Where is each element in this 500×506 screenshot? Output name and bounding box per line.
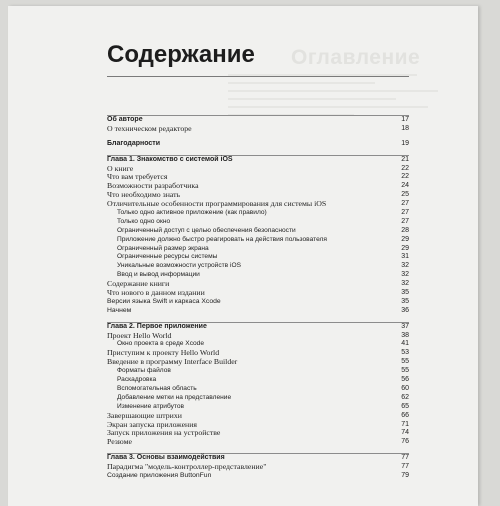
- toc-page-number: 74: [401, 429, 409, 437]
- toc-entry-title: Об авторе: [107, 116, 143, 123]
- toc-part-heading: [107, 140, 409, 149]
- toc-page-number: 31: [401, 253, 409, 261]
- toc-page-number: 32: [401, 280, 409, 288]
- page-title: Содержание: [107, 41, 255, 68]
- toc-entry: [107, 358, 409, 367]
- toc-entry: [107, 385, 409, 394]
- toc-page-number: 77: [401, 454, 409, 462]
- book-page: [8, 6, 478, 506]
- toc-page-number: 55: [401, 367, 409, 375]
- toc-entry: [107, 227, 409, 236]
- toc-entry: [107, 438, 409, 447]
- toc-page-number: 79: [401, 471, 409, 479]
- toc-page-number: 76: [401, 438, 409, 446]
- toc-page-number: 66: [401, 411, 409, 419]
- toc-page-number: 29: [401, 235, 409, 243]
- toc-page-number: 32: [401, 271, 409, 279]
- toc-entry: [107, 289, 409, 298]
- toc-entry-title: Ограниченный размер экрана: [117, 244, 209, 252]
- toc-entry: [107, 307, 409, 316]
- toc-entry-title: Вспомогательная область: [117, 384, 197, 392]
- toc-entry-title: Уникальные возможности устройств iOS: [117, 262, 241, 270]
- toc-entry-title: Что нового в данном издании: [107, 288, 205, 298]
- toc-entry-title: Только одно активное приложение (как правило): [117, 209, 267, 217]
- toc-page-number: 37: [401, 322, 409, 330]
- table-of-contents: [107, 115, 409, 481]
- toc-page-number: 36: [401, 306, 409, 314]
- toc-entry: [107, 209, 409, 218]
- toc-entry-title: Ограниченный доступ с целью обеспечения безопасности: [117, 226, 296, 234]
- toc-page-number: 55: [401, 358, 409, 366]
- toc-entry: [107, 394, 409, 403]
- toc-page-number: 77: [401, 463, 409, 471]
- toc-page-number: 62: [401, 393, 409, 401]
- toc-entry-title: Экран запуска приложения: [107, 419, 197, 429]
- toc-page-number: 27: [401, 200, 409, 208]
- toc-entry-title: Раскадровка: [117, 376, 157, 384]
- toc-page-number: 25: [401, 191, 409, 199]
- toc-entry-title: Приступим к проекту Hello World: [107, 348, 220, 358]
- toc-entry-title: Версии языка Swift и каркаса Xcode: [107, 297, 221, 305]
- toc-entry: [107, 429, 409, 438]
- toc-entry: [107, 245, 409, 254]
- toc-entry-title: Что вам требуется: [107, 172, 168, 182]
- toc-page-number: 29: [401, 244, 409, 252]
- toc-page-number: 18: [401, 124, 409, 132]
- toc-entry-title: Изменение атрибутов: [117, 402, 185, 410]
- toc-page-number: 22: [401, 164, 409, 172]
- toc-entry: [107, 367, 409, 376]
- toc-entry: [107, 236, 409, 245]
- toc-page-number: 56: [401, 376, 409, 384]
- toc-entry: [107, 218, 409, 227]
- toc-chapter-heading: [107, 155, 409, 165]
- toc-entry-title: Приложение должно быстро реагировать на действия пользователя: [117, 235, 327, 243]
- toc-entry-title: Резюме: [107, 437, 132, 447]
- toc-entry: [107, 298, 409, 307]
- toc-page-number: 24: [401, 182, 409, 190]
- toc-entry: [107, 376, 409, 385]
- bleed-through-title: Оглавление: [291, 46, 421, 69]
- toc-entry-title: Завершающие штрихи: [107, 410, 182, 420]
- toc-page-number: 21: [401, 155, 409, 163]
- toc-entry: [107, 463, 409, 472]
- toc-entry-title: Ограниченные ресурсы системы: [117, 253, 218, 261]
- toc-entry-title: О книге: [107, 163, 134, 173]
- toc-entry-title: Начнем: [107, 306, 132, 314]
- toc-entry-title: Форматы файлов: [117, 367, 171, 375]
- toc-entry: [107, 472, 409, 481]
- toc-page-number: 35: [401, 297, 409, 305]
- toc-page-number: 32: [401, 262, 409, 270]
- toc-entry-title: Проект Hello World: [107, 330, 172, 340]
- toc-entry-title: О техническом редакторе: [107, 123, 192, 133]
- toc-entry-title: Ввод и вывод информации: [117, 271, 200, 279]
- toc-entry: [107, 262, 409, 271]
- toc-page-number: 38: [401, 331, 409, 339]
- toc-entry-title: Парадигма "модель-контроллер-представление": [107, 462, 267, 472]
- title-divider: [107, 76, 409, 77]
- toc-entry-title: Глава 3. Основы взаимодействия: [107, 454, 225, 462]
- toc-page-number: 41: [401, 340, 409, 348]
- toc-entry-title: Содержание книги: [107, 279, 170, 289]
- toc-entry-title: Возможности разработчика: [107, 181, 199, 191]
- toc-entry-title: Что необходимо знать: [107, 190, 181, 200]
- toc-page-number: 65: [401, 402, 409, 410]
- toc-entry-title: Глава 1. Знакомство с системой iOS: [107, 155, 233, 163]
- toc-page-number: 19: [401, 139, 409, 147]
- toc-entry-title: Окно проекта в среде Xcode: [117, 340, 204, 348]
- toc-page-number: 60: [401, 384, 409, 392]
- toc-entry: [107, 125, 409, 134]
- toc-page-number: 28: [401, 226, 409, 234]
- toc-entry-title: Отличительные особенности программирования для системы iOS: [107, 199, 327, 209]
- toc-page-number: 27: [401, 209, 409, 217]
- toc-entry-title: Введение в программу Interface Builder: [107, 357, 238, 367]
- toc-page-number: 71: [401, 420, 409, 428]
- toc-page-number: 17: [401, 116, 409, 123]
- toc-page-number: 22: [401, 173, 409, 181]
- toc-page-number: 53: [401, 349, 409, 357]
- toc-entry-title: Глава 2. Первое приложение: [107, 322, 207, 330]
- toc-entry: [107, 200, 409, 209]
- toc-entry-title: Благодарности: [107, 139, 161, 147]
- toc-entry: [107, 332, 409, 341]
- toc-entry-title: Только одно окно: [117, 217, 171, 225]
- toc-entry-title: Запуск приложения на устройстве: [107, 428, 221, 438]
- toc-entry-title: Создание приложения ButtonFun: [107, 471, 212, 479]
- toc-page-number: 27: [401, 217, 409, 225]
- toc-page-number: 35: [401, 289, 409, 297]
- toc-entry-title: Добавление метки на представление: [117, 393, 232, 401]
